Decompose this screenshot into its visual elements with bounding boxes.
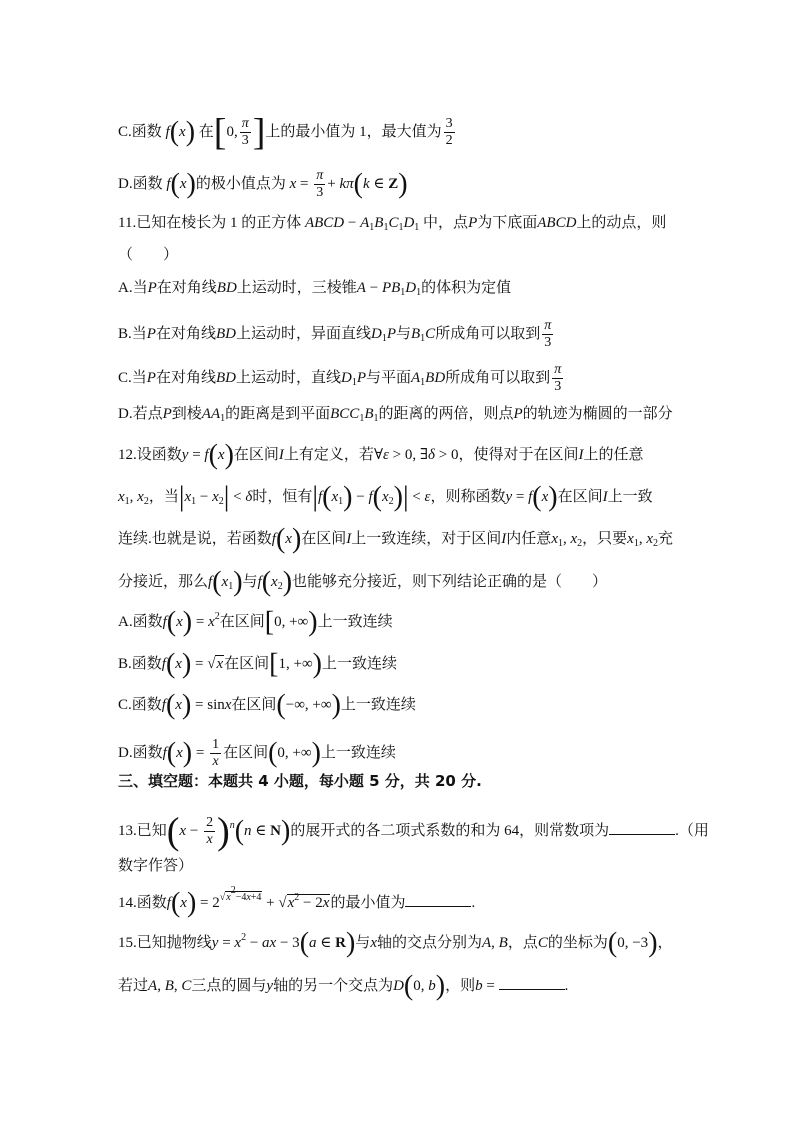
fraction-pi-3: $\frac{\pi}{3}$ xyxy=(241,116,249,148)
math-fx: f xyxy=(165,123,170,140)
q11-stem: 11.已知在棱长为 1 的正方体 ABCD − $A_1B_1C_1D_1$ 中，点P为下底面ABCD上的动点，则 xyxy=(118,215,667,233)
q11-option-d: D.若点P到棱$AA_1$的距离是到平面$BCC_1B_1$的距离的两倍，则点P的轨迹为椭圆的一部分 xyxy=(118,406,673,424)
q13-line-1: 13.已知(x − $\frac{2}{x}$ )$^n$(n ∈ N)的展开式的各二项式系数的和为 64，则常数项为 .（用 xyxy=(118,810,709,853)
q14: 14.函数$f(x) = 2^{√x^2-4x+4} + √x^2 - 2x$的最小值为 . xyxy=(118,885,476,919)
q11-option-c: C.当P在对角线BD上运动时，直线$D_1P$与平面$A_1BD$所成角可以取到 $\frac{\pi}{3}$ xyxy=(118,362,562,394)
fraction-3-2: $\frac{3}{2}$ xyxy=(445,116,453,148)
q12-option-b: B.函数f(x) = √x在区间[1, +∞)上一致连续 xyxy=(118,648,397,680)
q12-option-a: A.函数$f(x) = x^2$在区间[0, +∞)上一致连续 xyxy=(118,606,393,638)
q11-option-b: B.当P在对角线BD上运动时，异面直线$D_1P$与$B_1C$所成角可以取到 $\frac{\pi}{3}$ xyxy=(118,318,552,350)
q12-line-1: 12.设函数y = f(x)在区间I上有定义，若∀ε > 0, ∃δ > 0，使得对于在区间I上的任意 xyxy=(118,439,644,471)
q15-line-2: 若过A, B, C三点的圆与y轴的另一个交点为D(0, b)，则b = . xyxy=(118,970,569,1002)
q12-line-3: 连续.也就是说，若函数f(x)在区间I上一致连续，对于区间I内任意$x_1$, $x_2$，只要$x_1$, $x_2$充 xyxy=(118,523,674,555)
answer-blank[interactable] xyxy=(499,975,565,990)
q12-line-2: $x_1$, $x_2$，当$|x_1 - x_2| < \delta$时，恒有$|f(x_1) - f(x_2)| < \varepsilon$，则称函数y = f(x)在区间I上一致 xyxy=(118,481,653,513)
q12-option-d: D.函数f(x) = $\frac{1}{x}$ 在区间(0, +∞)上一致连续 xyxy=(118,737,396,769)
answer-blank[interactable] xyxy=(609,820,675,835)
q13-line-2: 数字作答） xyxy=(118,858,194,874)
q12-option-c: C.函数f(x) = sinx在区间(−∞, +∞)上一致连续 xyxy=(118,689,416,721)
answer-blank[interactable] xyxy=(405,892,471,907)
q11-option-a: A.当P在对角线BD上运动时，三棱锥$A - PB_1D_1$的体积为定值 xyxy=(118,280,512,298)
q11-paren: （ ） xyxy=(118,247,179,263)
q10-option-c: C.函数 f(x) 在[0, $\frac{\pi}{3}$ ]上的最小值为 1，最大值为 $\frac{3}{2}$ xyxy=(118,111,453,154)
section-3-heading: 三、填空题：本题共 4 小题，每小题 5 分，共 20 分. xyxy=(118,772,482,790)
q12-line-4: 分接近，那么$f(x_1)$与$f(x_2)$也能够充分接近，则下列结论正确的是（ ） xyxy=(118,566,608,598)
q15-line-1: 15.已知抛物线$y = x^2$ − ax − 3(a ∈ R)与x轴的交点分别为A, B，点C的坐标为(0, −3)， xyxy=(118,927,673,959)
q10-option-d: D.函数 f(x)的极小值点为 x = $\frac{\pi}{3}$ + kπ(k ∈ Z) xyxy=(118,168,408,200)
